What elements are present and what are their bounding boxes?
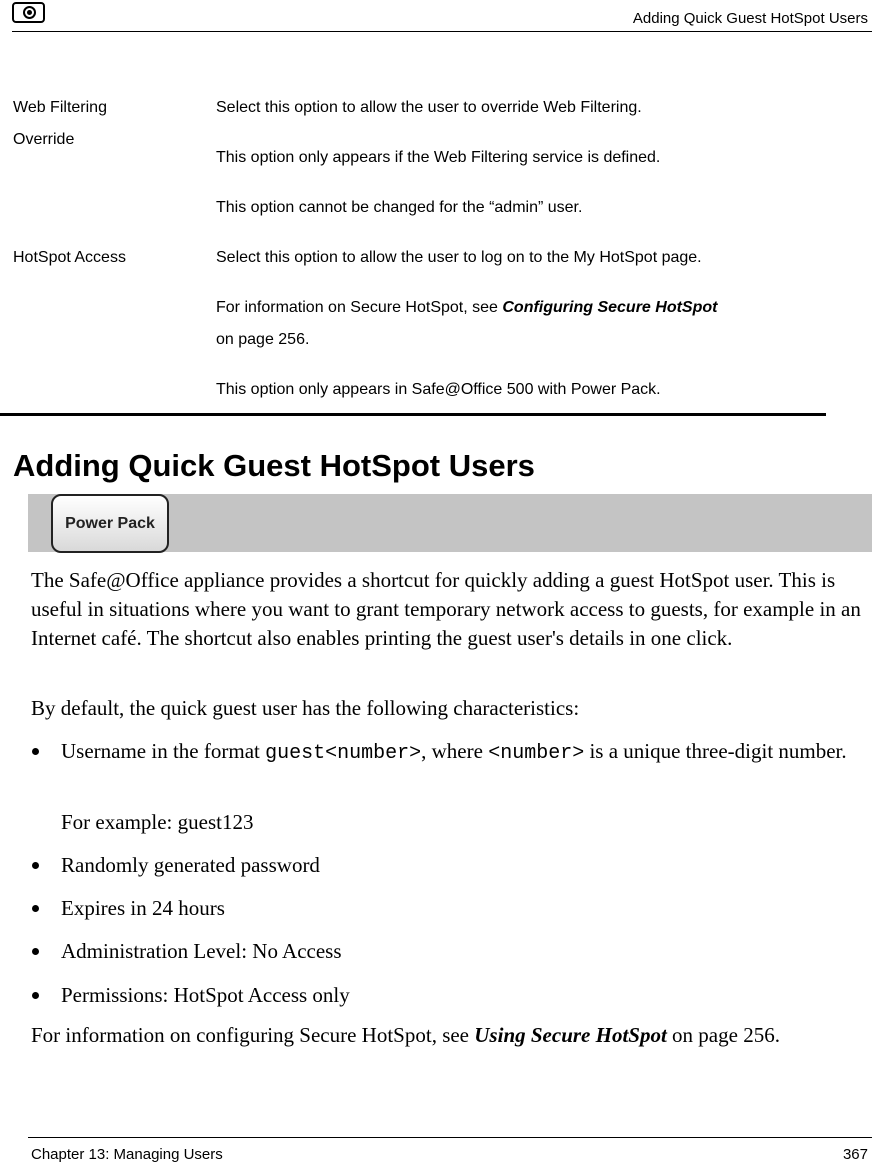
desc-web-filtering-3: This option cannot be changed for the “admin” user.: [216, 199, 583, 216]
section-title: Adding Quick Guest HotSpot Users: [13, 448, 535, 483]
table-bottom-rule: [0, 413, 826, 416]
bullet-admin-level: Administration Level: No Access: [61, 939, 342, 963]
bullet-permissions: Permissions: HotSpot Access only: [61, 983, 350, 1007]
running-header-title: Adding Quick Guest HotSpot Users: [632, 10, 868, 27]
bullet-expiry: Expires in 24 hours: [61, 896, 225, 920]
bullet-dot: [32, 862, 39, 869]
power-pack-badge: Power Pack: [51, 494, 169, 553]
bullet-dot: [32, 905, 39, 912]
desc-hotspot-access-1: Select this option to allow the user to log on to the My HotSpot page.: [216, 249, 702, 266]
safe-at-office-logo-icon: [12, 2, 45, 23]
username-example: For example: guest123: [61, 810, 254, 834]
intro-paragraph: The Safe@Office appliance provides a shortcut for quickly adding a guest HotSpot user. This is useful in situations where you want to grant temporary network access to guests, for example in an Internet café. The shortcut also enables printing the guest user's details in one click.: [31, 568, 861, 650]
desc-web-filtering-2: This option only appears if the Web Filtering service is defined.: [216, 149, 661, 166]
footer-divider: [28, 1137, 872, 1138]
bullet-dot: [32, 992, 39, 999]
header-divider: [12, 31, 872, 32]
footer-page-number: 367: [842, 1146, 868, 1163]
term-hotspot-access: HotSpot Access: [13, 249, 126, 266]
defaults-lead: By default, the quick guest user has the following characteristics:: [31, 696, 580, 720]
link-configuring-secure-hotspot[interactable]: Configuring Secure HotSpot: [502, 299, 718, 316]
bullet-username-format: Username in the format guest<number>, where <number> is a unique three-digit number.: [61, 739, 847, 765]
bullet-password: Randomly generated password: [61, 853, 320, 877]
closing-paragraph: For information on configuring Secure HotSpot, see Using Secure HotSpot on page 256.: [31, 1023, 780, 1047]
link-using-secure-hotspot[interactable]: Using Secure HotSpot: [474, 1023, 667, 1047]
footer-chapter: Chapter 13: Managing Users: [31, 1146, 223, 1163]
desc-hotspot-access-info: For information on Secure HotSpot, see Configuring Secure HotSpot on page 256.: [216, 299, 718, 348]
bullet-dot: [32, 948, 39, 955]
desc-hotspot-access-note: This option only appears in Safe@Office 500 with Power Pack.: [216, 381, 661, 398]
term-web-filtering-override: Web Filtering Override: [13, 99, 107, 148]
desc-web-filtering-1: Select this option to allow the user to override Web Filtering.: [216, 99, 642, 116]
bullet-dot: [32, 748, 39, 755]
